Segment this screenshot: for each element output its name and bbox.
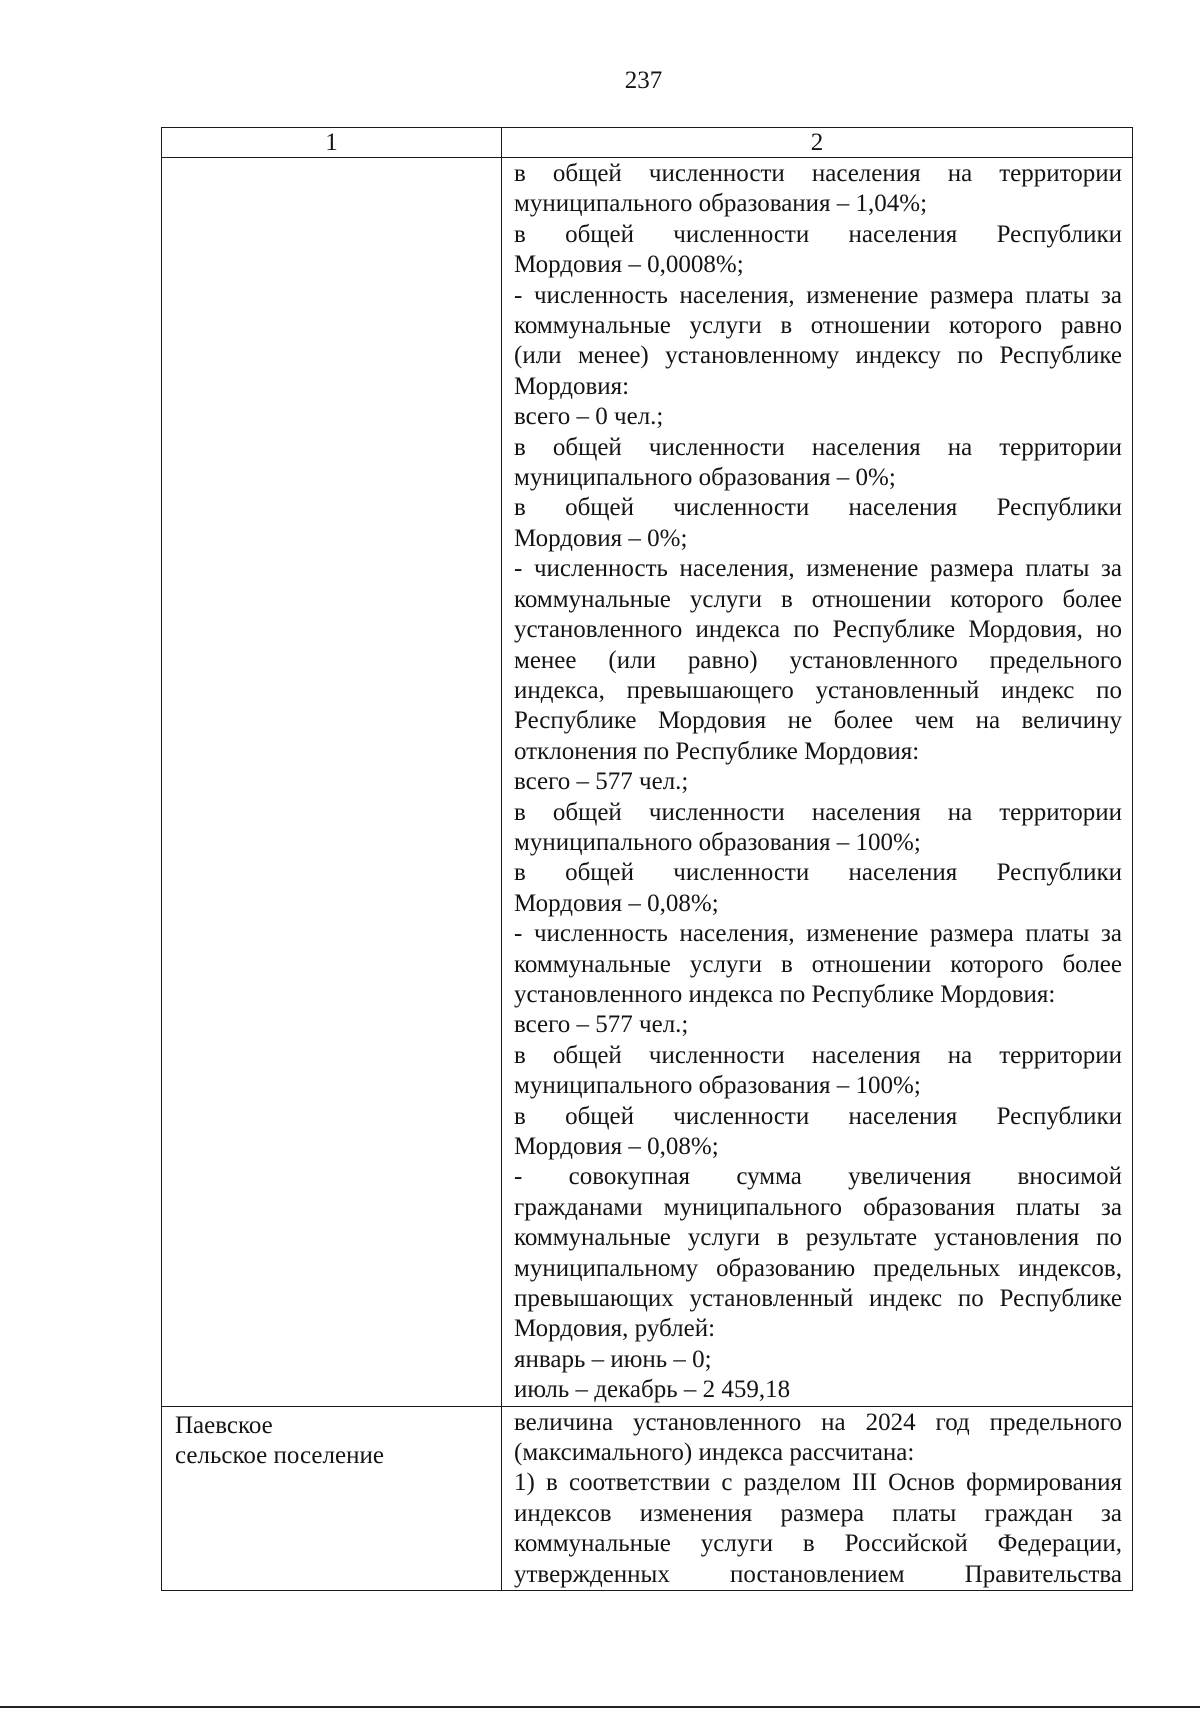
text-line: коммунальные услуги в отношении которого равно [514, 312, 1122, 340]
text-line: всего – 0 чел.; [514, 403, 664, 431]
text-line: (максимального) индекса рассчитана: [514, 1439, 915, 1467]
text-line: сельское поселение [175, 1442, 384, 1470]
text-line: менее (или равно) установленного предельного [514, 646, 1122, 674]
text-line: муниципального образования – 1,04%; [514, 190, 928, 218]
scan-edge-line [0, 1706, 1200, 1708]
text-line: (или менее) установленному индексу по Республике [514, 342, 1122, 370]
document-table [161, 127, 1133, 1591]
text-line: Мордовия – 0,0008%; [514, 251, 744, 279]
text-line: превышающих установленный индекс по Республике [514, 1285, 1122, 1313]
text-line: в общей численности населения Республики [514, 859, 1122, 887]
row2-col2-text [502, 1407, 1132, 1590]
text-line: - численность населения, изменение размера платы за [514, 281, 1122, 309]
column-header-1: 1 [162, 128, 502, 158]
text-line: муниципального образования – 0%; [514, 464, 896, 492]
page-number: 237 [624, 67, 663, 94]
row1-col2-text [502, 158, 1132, 1406]
text-line: величина установленного на 2024 год предельного [514, 1408, 1122, 1436]
text-line: установленного индекса по Республике Мордовия: [514, 980, 1056, 1008]
text-line: коммунальные услуги в отношении которого более [514, 950, 1122, 978]
row2-col1-text [162, 1407, 501, 1472]
text-line: - численность населения, изменение размера платы за [514, 920, 1122, 948]
text-line: всего – 577 чел.; [514, 1011, 689, 1039]
text-line: - совокупная сумма увеличения вносимой [514, 1163, 1122, 1191]
row1-col1-cell [162, 158, 502, 1407]
text-line: Мордовия – 0%; [514, 524, 688, 552]
table-header-row [162, 128, 1133, 158]
column-header-2: 2 [502, 128, 1133, 158]
text-line: муниципального образования – 100%; [514, 1072, 921, 1100]
text-line: муниципальному образованию предельных индексов, [514, 1254, 1122, 1282]
text-line: отклонения по Республике Мордовия: [514, 737, 920, 765]
text-line: муниципального образования – 100%; [514, 828, 921, 856]
text-line: в общей численности населения Республики [514, 220, 1122, 248]
table-row [162, 158, 1133, 1407]
text-line: Мордовия – 0,08%; [514, 889, 719, 917]
text-line: установленного индекса по Республике Мордовия, но [514, 616, 1122, 644]
text-line: в общей численности населения Республики [514, 1102, 1122, 1130]
text-line: июль – декабрь – 2 459,18 [514, 1376, 791, 1404]
text-line: индексов изменения размера платы граждан за [514, 1499, 1122, 1527]
text-line: в общей численности населения Республики [514, 494, 1122, 522]
row2-col1-cell [162, 1406, 502, 1590]
row1-col2-cell [502, 158, 1133, 1407]
text-line: коммунальные услуги в результате установления по [514, 1224, 1122, 1252]
text-line: в общей численности населения на территории [514, 160, 1122, 187]
text-line: утвержденных постановлением Правительства [514, 1560, 1122, 1588]
table-row [162, 1406, 1133, 1590]
text-line: Мордовия: [514, 372, 630, 400]
text-line: январь – июнь – 0; [514, 1345, 712, 1373]
text-line: индекса, превышающего установленный индекс по [514, 676, 1122, 704]
row1-col1-text [162, 158, 501, 162]
text-line: Республике Мордовия не более чем на величину [514, 707, 1122, 735]
text-line: в общей численности населения на территории [514, 433, 1122, 461]
text-line: - численность населения, изменение размера платы за [514, 555, 1122, 583]
text-line: гражданами муниципального образования платы за [514, 1193, 1122, 1221]
text-line: Паевское [175, 1411, 273, 1439]
text-line: Мордовия – 0,08%; [514, 1133, 719, 1160]
row2-col2-cell [502, 1406, 1133, 1590]
text-line: в общей численности населения на территории [514, 1041, 1122, 1069]
text-line: 1) в соответствии с разделом III Основ формирования [514, 1469, 1122, 1497]
text-line: в общей численности населения на территории [514, 798, 1122, 826]
text-line: Мордовия, рублей: [514, 1315, 716, 1343]
text-line: коммунальные услуги в Российской Федерации, [514, 1530, 1122, 1558]
text-line: всего – 577 чел.; [514, 768, 689, 796]
text-line: коммунальные услуги в отношении которого более [514, 585, 1122, 613]
